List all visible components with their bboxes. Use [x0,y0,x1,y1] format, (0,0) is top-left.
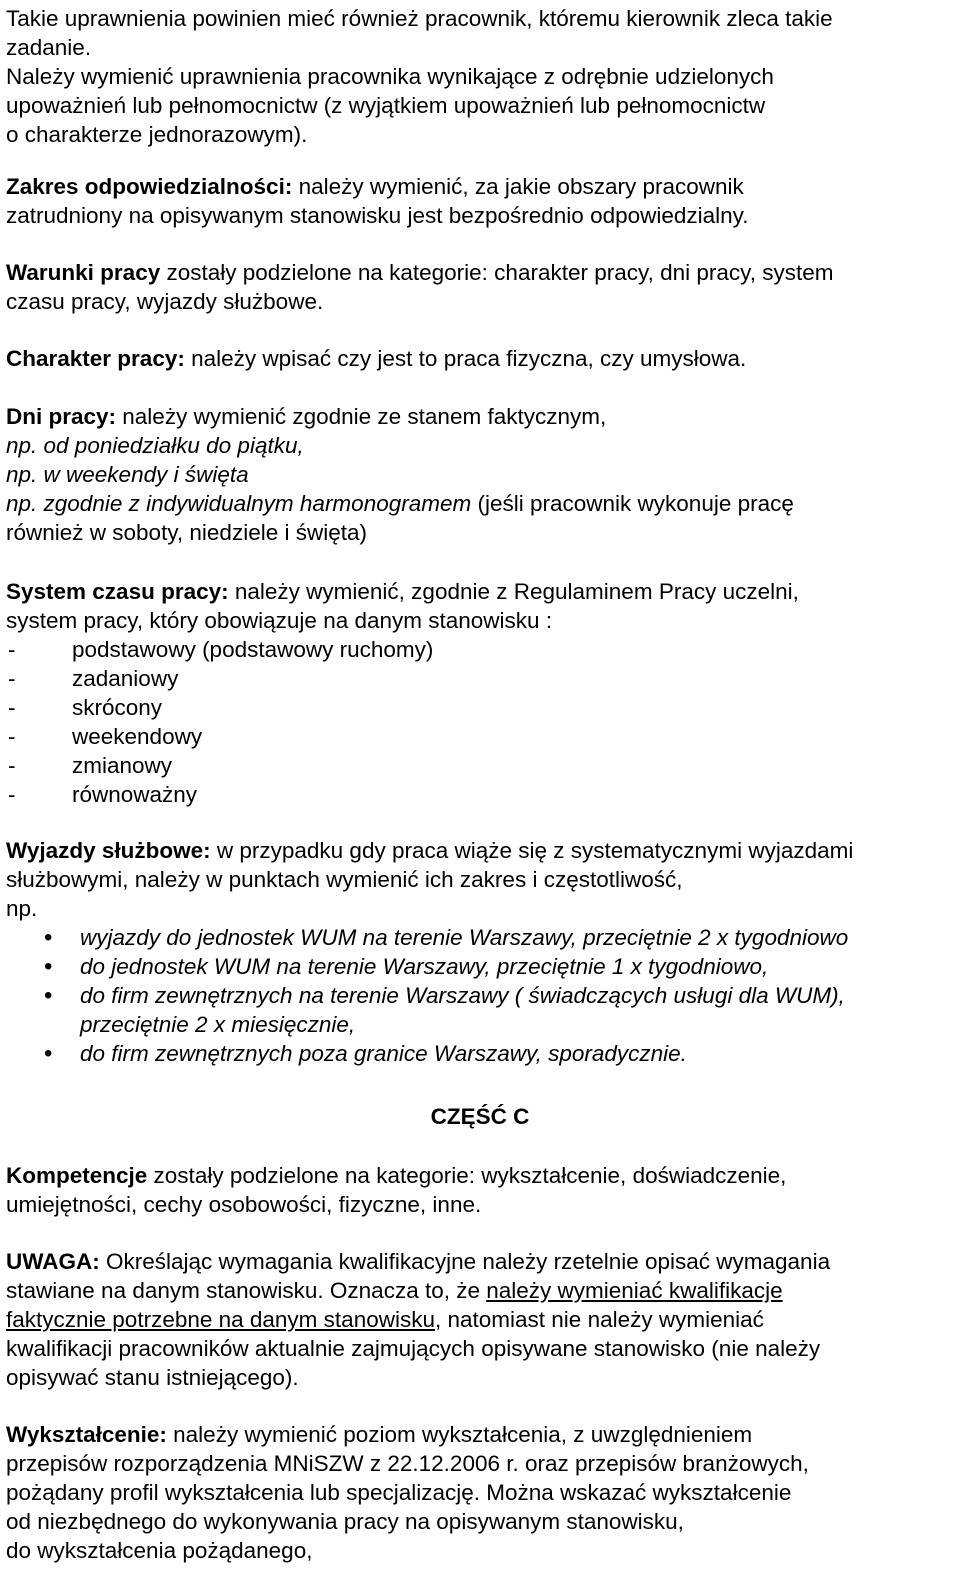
section-label: UWAGA: [6,1249,100,1274]
text-fragment: należy wymienić, zgodnie z Regulaminem Pracy uczelni, [228,579,799,604]
text-line: o charakterze jednorazowym). [6,122,308,147]
text-line: pożądany profil wykształcenia lub specjalizację. Można wskazać wykształcenie [6,1480,792,1505]
wyjazdy-list [6,923,956,1068]
paragraph-dni [6,402,956,547]
list-item: - zadaniowy [8,666,179,691]
text-fragment: w przypadku gdy praca wiąże się z systematycznymi wyjazdami [210,838,854,863]
paragraph-uprawnienia [6,4,956,149]
section-label: Charakter pracy: [6,346,185,371]
text-line: umiejętności, cechy osobowości, fizyczne, inne. [6,1192,482,1217]
text-line: zadanie. [6,35,92,60]
text-fragment: Określając wymagania kwalifikacyjne należy rzetelnie opisać wymagania [99,1249,831,1274]
paragraph-warunki [6,258,956,316]
section-label: Warunki pracy [6,260,161,285]
text-line: Takie uprawnienia powinien mieć również pracownik, któremu kierownik zleca takie [6,6,833,31]
text-line: opisywać stanu istniejącego). [6,1365,299,1390]
text-fragment: (jeśli pracownik wykonuje pracę [471,491,794,516]
text-line: Należy wymienić uprawnienia pracownika wynikające z odrębnie udzielonych [6,64,774,89]
bullet-item: • do firm zewnętrznych poza granice Warszawy, sporadycznie. [44,1040,687,1067]
example-line: np. w weekendy i święta [6,462,249,487]
list-item: - skrócony [8,695,163,720]
list-item: - równoważny [8,782,198,807]
text-fragment: zostały podzielone na kategorie: wykształcenie, doświadczenie, [147,1163,787,1188]
text-fragment: należy wymienić zgodnie ze stanem faktycznym, [116,404,607,429]
paragraph-uwaga [6,1247,956,1392]
section-heading: CZĘŚĆ C [430,1104,530,1129]
text-line: służbowymi, należy w punktach wymienić ich zakres i częstotliwość, [6,867,683,892]
text-line: przepisów rozporządzenia MNiSZW z 22.12.2006 r. oraz przepisów branżowych, [6,1451,809,1476]
underlined-text: należy wymieniać kwalifikacje [486,1278,783,1303]
bullet-icon: • [44,924,53,951]
list-item: - zmianowy [8,753,173,778]
system-list [6,635,956,809]
bullet-item: • do firm zewnętrznych na terenie Warszawy ( świadczących usługi dla WUM), przeciętnie 2 x miesięcznie, [44,982,845,1037]
text-line: upoważnień lub pełnomocnictw (z wyjątkiem upoważnień lub pełnomocnictw [6,93,766,118]
text-fragment: zostały podzielone na kategorie: charakter pracy, dni pracy, system [160,260,834,285]
text-fragment: należy wymienić, za jakie obszary pracownik [292,174,744,199]
paragraph-zakres [6,172,956,230]
text-line: system pracy, który obowiązuje na danym stanowisku : [6,608,553,633]
bullet-item: • do jednostek WUM na terenie Warszawy, przeciętnie 1 x tygodniowo, [44,953,769,980]
example-line: np. zgodnie z indywidualnym harmonogramem [6,491,472,516]
text-fragment: należy wymienić poziom wykształcenia, z uwzględnieniem [166,1422,753,1447]
text-line: czasu pracy, wyjazdy służbowe. [6,289,324,314]
section-label: System czasu pracy: [6,579,229,604]
paragraph-wyjazdy [6,836,956,1068]
bullet-icon: • [44,982,53,1009]
text-line: również w soboty, niedziele i święta) [6,520,367,545]
text-line: od niezbędnego do wykonywania pracy na opisywanym stanowisku, [6,1509,684,1534]
underlined-text: faktycznie potrzebne na danym stanowisku [6,1307,435,1332]
paragraph-charakter [6,344,956,373]
section-label: Wyjazdy służbowe: [6,838,211,863]
bullet-icon: • [44,953,53,980]
section-label: Zakres odpowiedzialności: [6,174,293,199]
paragraph-kompetencje [6,1161,956,1219]
bullet-item: • wyjazdy do jednostek WUM na terenie Warszawy, przeciętnie 2 x tygodniowo [44,924,849,951]
bullet-icon: • [44,1040,53,1067]
section-label: Dni pracy: [6,404,117,429]
section-label: Wykształcenie: [6,1422,167,1447]
list-item: - podstawowy (podstawowy ruchomy) [8,637,434,662]
paragraph-system [6,577,956,809]
text-line: np. [6,896,38,921]
text-fragment: należy wpisać czy jest to praca fizyczna, czy umysłowa. [184,346,747,371]
paragraph-wyksztalcenie [6,1420,956,1565]
text-line: do wykształcenia pożądanego, [6,1538,313,1563]
list-item: - weekendowy [8,724,203,749]
text-fragment: stawiane na danym stanowisku. Oznacza to, że [6,1278,487,1303]
text-line: zatrudniony na opisywanym stanowisku jest bezpośrednio odpowiedzialny. [6,203,749,228]
text-fragment: , natomiast nie należy wymieniać [434,1307,764,1332]
example-line: np. od poniedziałku do piątku, [6,433,304,458]
section-label: Kompetencje [6,1163,148,1188]
text-line: kwalifikacji pracowników aktualnie zajmujących opisywane stanowisko (nie należy [6,1336,821,1361]
